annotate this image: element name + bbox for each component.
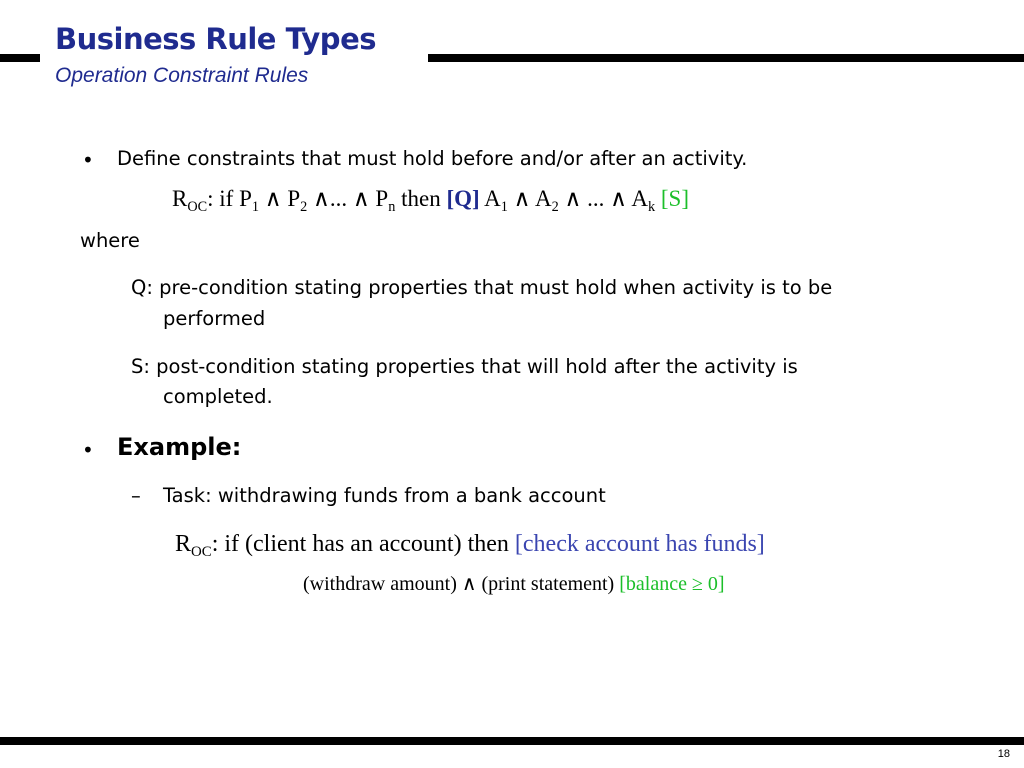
page-number: 18 (997, 748, 1010, 760)
bullet-text-definition: Define constraints that must hold before and/or after an activity. (117, 147, 748, 170)
s-definition-line1: S: post-condition stating properties that will hold after the activity is (131, 355, 798, 378)
slide-subtitle: Operation Constraint Rules (55, 64, 309, 87)
top-left-bar (0, 54, 40, 62)
q-definition-line2: performed (163, 307, 266, 330)
top-right-bar (428, 54, 1024, 62)
example-formula-line2: (withdraw amount) ∧ (print statement) [balance ≥ 0] (303, 573, 725, 595)
example-postcondition: [balance ≥ 0] (619, 573, 725, 595)
formula-q: [Q] (446, 186, 480, 211)
bullet-dot: • (82, 148, 94, 172)
example-formula-line1: $R_{OC}$: if (client has an account) then [check account has funds] (175, 531, 765, 561)
s-definition-line2: completed. (163, 385, 273, 408)
example-heading: Example: (117, 433, 242, 461)
formula-general: $R_{OC}$: if $P_1$ ∧ $P_2$ ∧... ∧ $P_n$ then [Q] $A_1$ ∧ $A_2$ ∧ ... ∧ $A_k$ [S] (172, 186, 689, 215)
dash-marker: – (131, 484, 141, 507)
formula-s: [S] (660, 186, 689, 211)
bullet-dot: • (82, 438, 94, 462)
where-label: where (80, 229, 140, 252)
q-definition-line1: Q: pre-condition stating properties that must hold when activity is to be (131, 276, 833, 299)
slide-title: Business Rule Types (55, 22, 376, 56)
example-precondition: [check account has funds] (514, 531, 765, 557)
task-description: Task: withdrawing funds from a bank account (163, 484, 606, 507)
bottom-bar (0, 737, 1024, 745)
